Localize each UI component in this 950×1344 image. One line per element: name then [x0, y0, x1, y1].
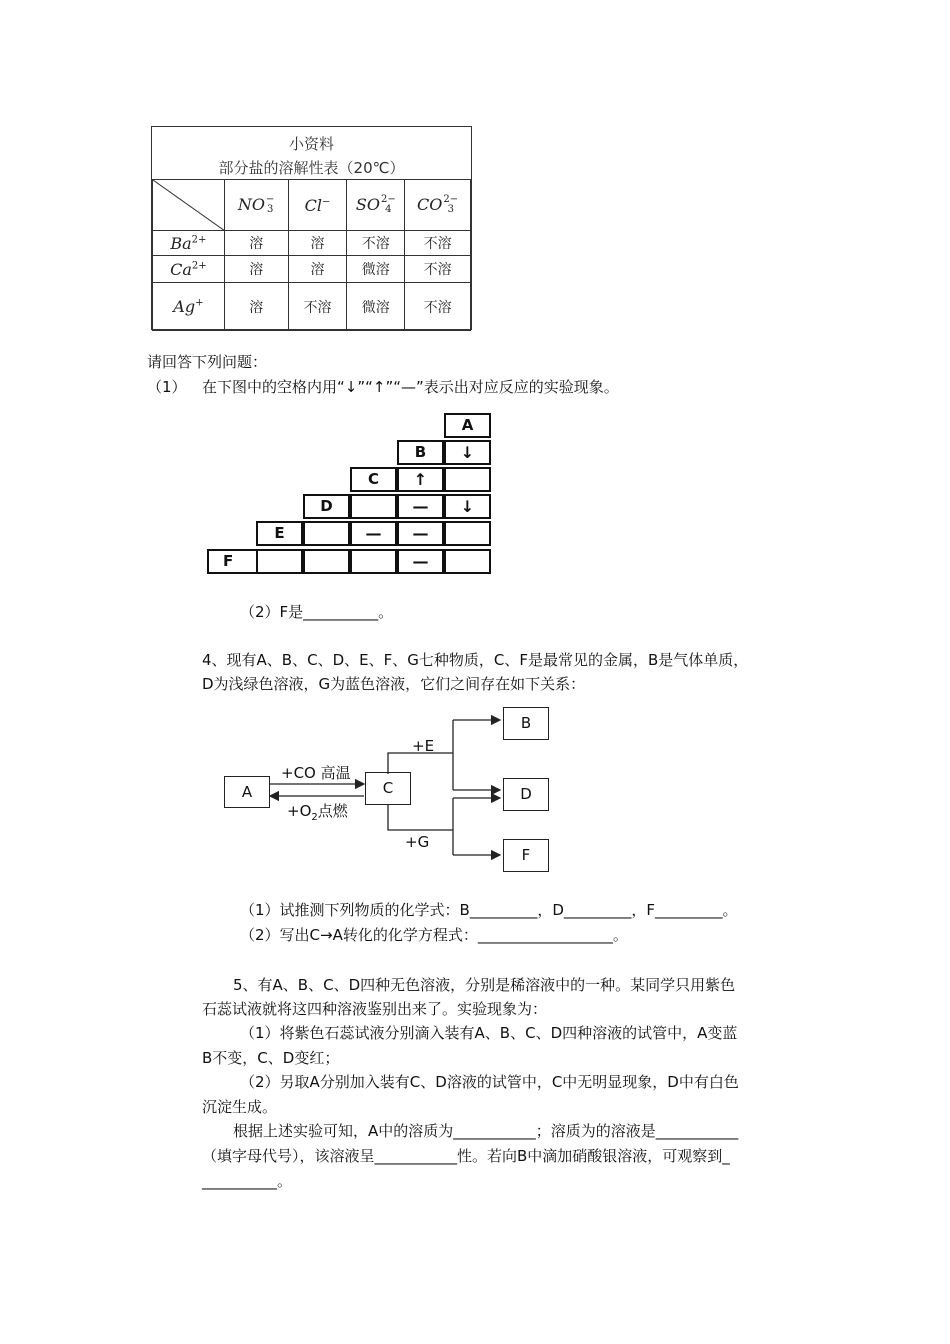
- node-a: A: [224, 776, 270, 808]
- table-cell: 不溶: [405, 256, 471, 283]
- table-cell: 溶: [224, 256, 288, 283]
- q4-line1: 4、现有A、B、C、D、E、F、G七种物质，C、F是最常见的金属，B是气体单质，: [202, 651, 749, 669]
- question-prompt: 请回答下列问题：: [147, 353, 268, 371]
- q5-line3: （1）将紫色石蕊试液分别滴入装有A、B、C、D四种溶液的试管中，A变蓝: [240, 1024, 738, 1042]
- q4-line2: D为浅绿色溶液，G为蓝色溶液，它们之间存在如下关系：: [202, 675, 586, 693]
- q4-sub1: （1）试推测下列物质的化学式：B_________，D_________，F_________。: [240, 901, 738, 919]
- item2-text: （2）F是__________。: [240, 603, 394, 621]
- q5-line7: 根据上述实验可知，A中的溶质为___________；溶质为的溶液是___________: [233, 1122, 739, 1140]
- table-cell: 微溶: [347, 283, 405, 331]
- dash-mark: —: [412, 552, 429, 571]
- table-cell: 不溶: [347, 231, 405, 256]
- down-arrow-mark: ↓: [460, 497, 475, 516]
- down-arrow-mark: ↓: [460, 443, 475, 462]
- q5-line6: 沉淀生成。: [202, 1098, 278, 1116]
- q5-line1: 5、有A、B、C、D四种无色溶液，分别是稀溶液中的一种。某同学只用紫色: [233, 976, 736, 994]
- edge-label-co-high-temp: +CO 高温: [281, 764, 351, 782]
- label-cell-b: B: [397, 440, 444, 465]
- edge-label-e: +E: [412, 737, 435, 755]
- label-cell-e: E: [256, 521, 303, 546]
- label-cell-d: D: [303, 494, 350, 519]
- table-caption-title: 小资料: [288, 135, 334, 153]
- node-d: D: [503, 778, 549, 811]
- edge-label-o2-ignite: $+O_2$点燃: [287, 802, 348, 823]
- table-cell: 不溶: [288, 283, 347, 331]
- anion-header: Cl−: [288, 180, 347, 231]
- node-b: B: [503, 707, 549, 740]
- cation-header: $Ba^{2+}$: [153, 231, 225, 256]
- table-cell: 不溶: [405, 231, 471, 256]
- table-caption-subtitle: 部分盐的溶解性表（20℃）: [218, 159, 405, 177]
- label-cell-f: F: [207, 549, 258, 574]
- table-cell: 微溶: [347, 256, 405, 283]
- dash-mark: —: [412, 524, 429, 543]
- table-cell: 溶: [224, 283, 288, 331]
- table-cell: 不溶: [405, 283, 471, 331]
- up-arrow-mark: ↑: [413, 470, 428, 489]
- anion-header: SO 2− 4: [347, 180, 405, 231]
- cation-header: Ag+: [153, 283, 225, 331]
- label-cell-c: C: [350, 467, 397, 492]
- cation-header: $Ca^{2+}$: [153, 256, 225, 283]
- table-cell: 溶: [224, 231, 288, 256]
- q5-line8: （填字母代号），该溶液呈___________性。若向B中滴加硝酸银溶液，可观察到_: [202, 1147, 730, 1165]
- dash-mark: —: [365, 524, 382, 543]
- table-cell: 溶: [288, 231, 347, 256]
- anion-header: NO − 3: [224, 180, 288, 231]
- q4-sub2: （2）写出C→A转化的化学方程式：__________________。: [240, 926, 628, 944]
- node-c: C: [365, 772, 411, 805]
- label-cell-a: A: [444, 413, 491, 438]
- edge-label-g: +G: [405, 833, 430, 851]
- table-cell: 溶: [288, 256, 347, 283]
- q5-line4: B不变，C、D变红；: [202, 1049, 340, 1067]
- anion-header: CO 2− 3: [405, 180, 471, 231]
- dash-mark: —: [412, 497, 429, 516]
- node-f: F: [503, 839, 549, 872]
- item1-text: 在下图中的空格内用“↓”“↑”“—”表示出对应反应的实验现象。: [202, 378, 619, 396]
- item1-number: （1）: [147, 378, 187, 396]
- q5-line2: 石蕊试液就将这四种溶液鉴别出来了。实验现象为：: [202, 1000, 548, 1018]
- q5-line5: （2）另取A分别加入装有C、D溶液的试管中，C中无明显现象，D中有白色: [240, 1073, 739, 1091]
- q5-line9: __________。: [202, 1172, 293, 1190]
